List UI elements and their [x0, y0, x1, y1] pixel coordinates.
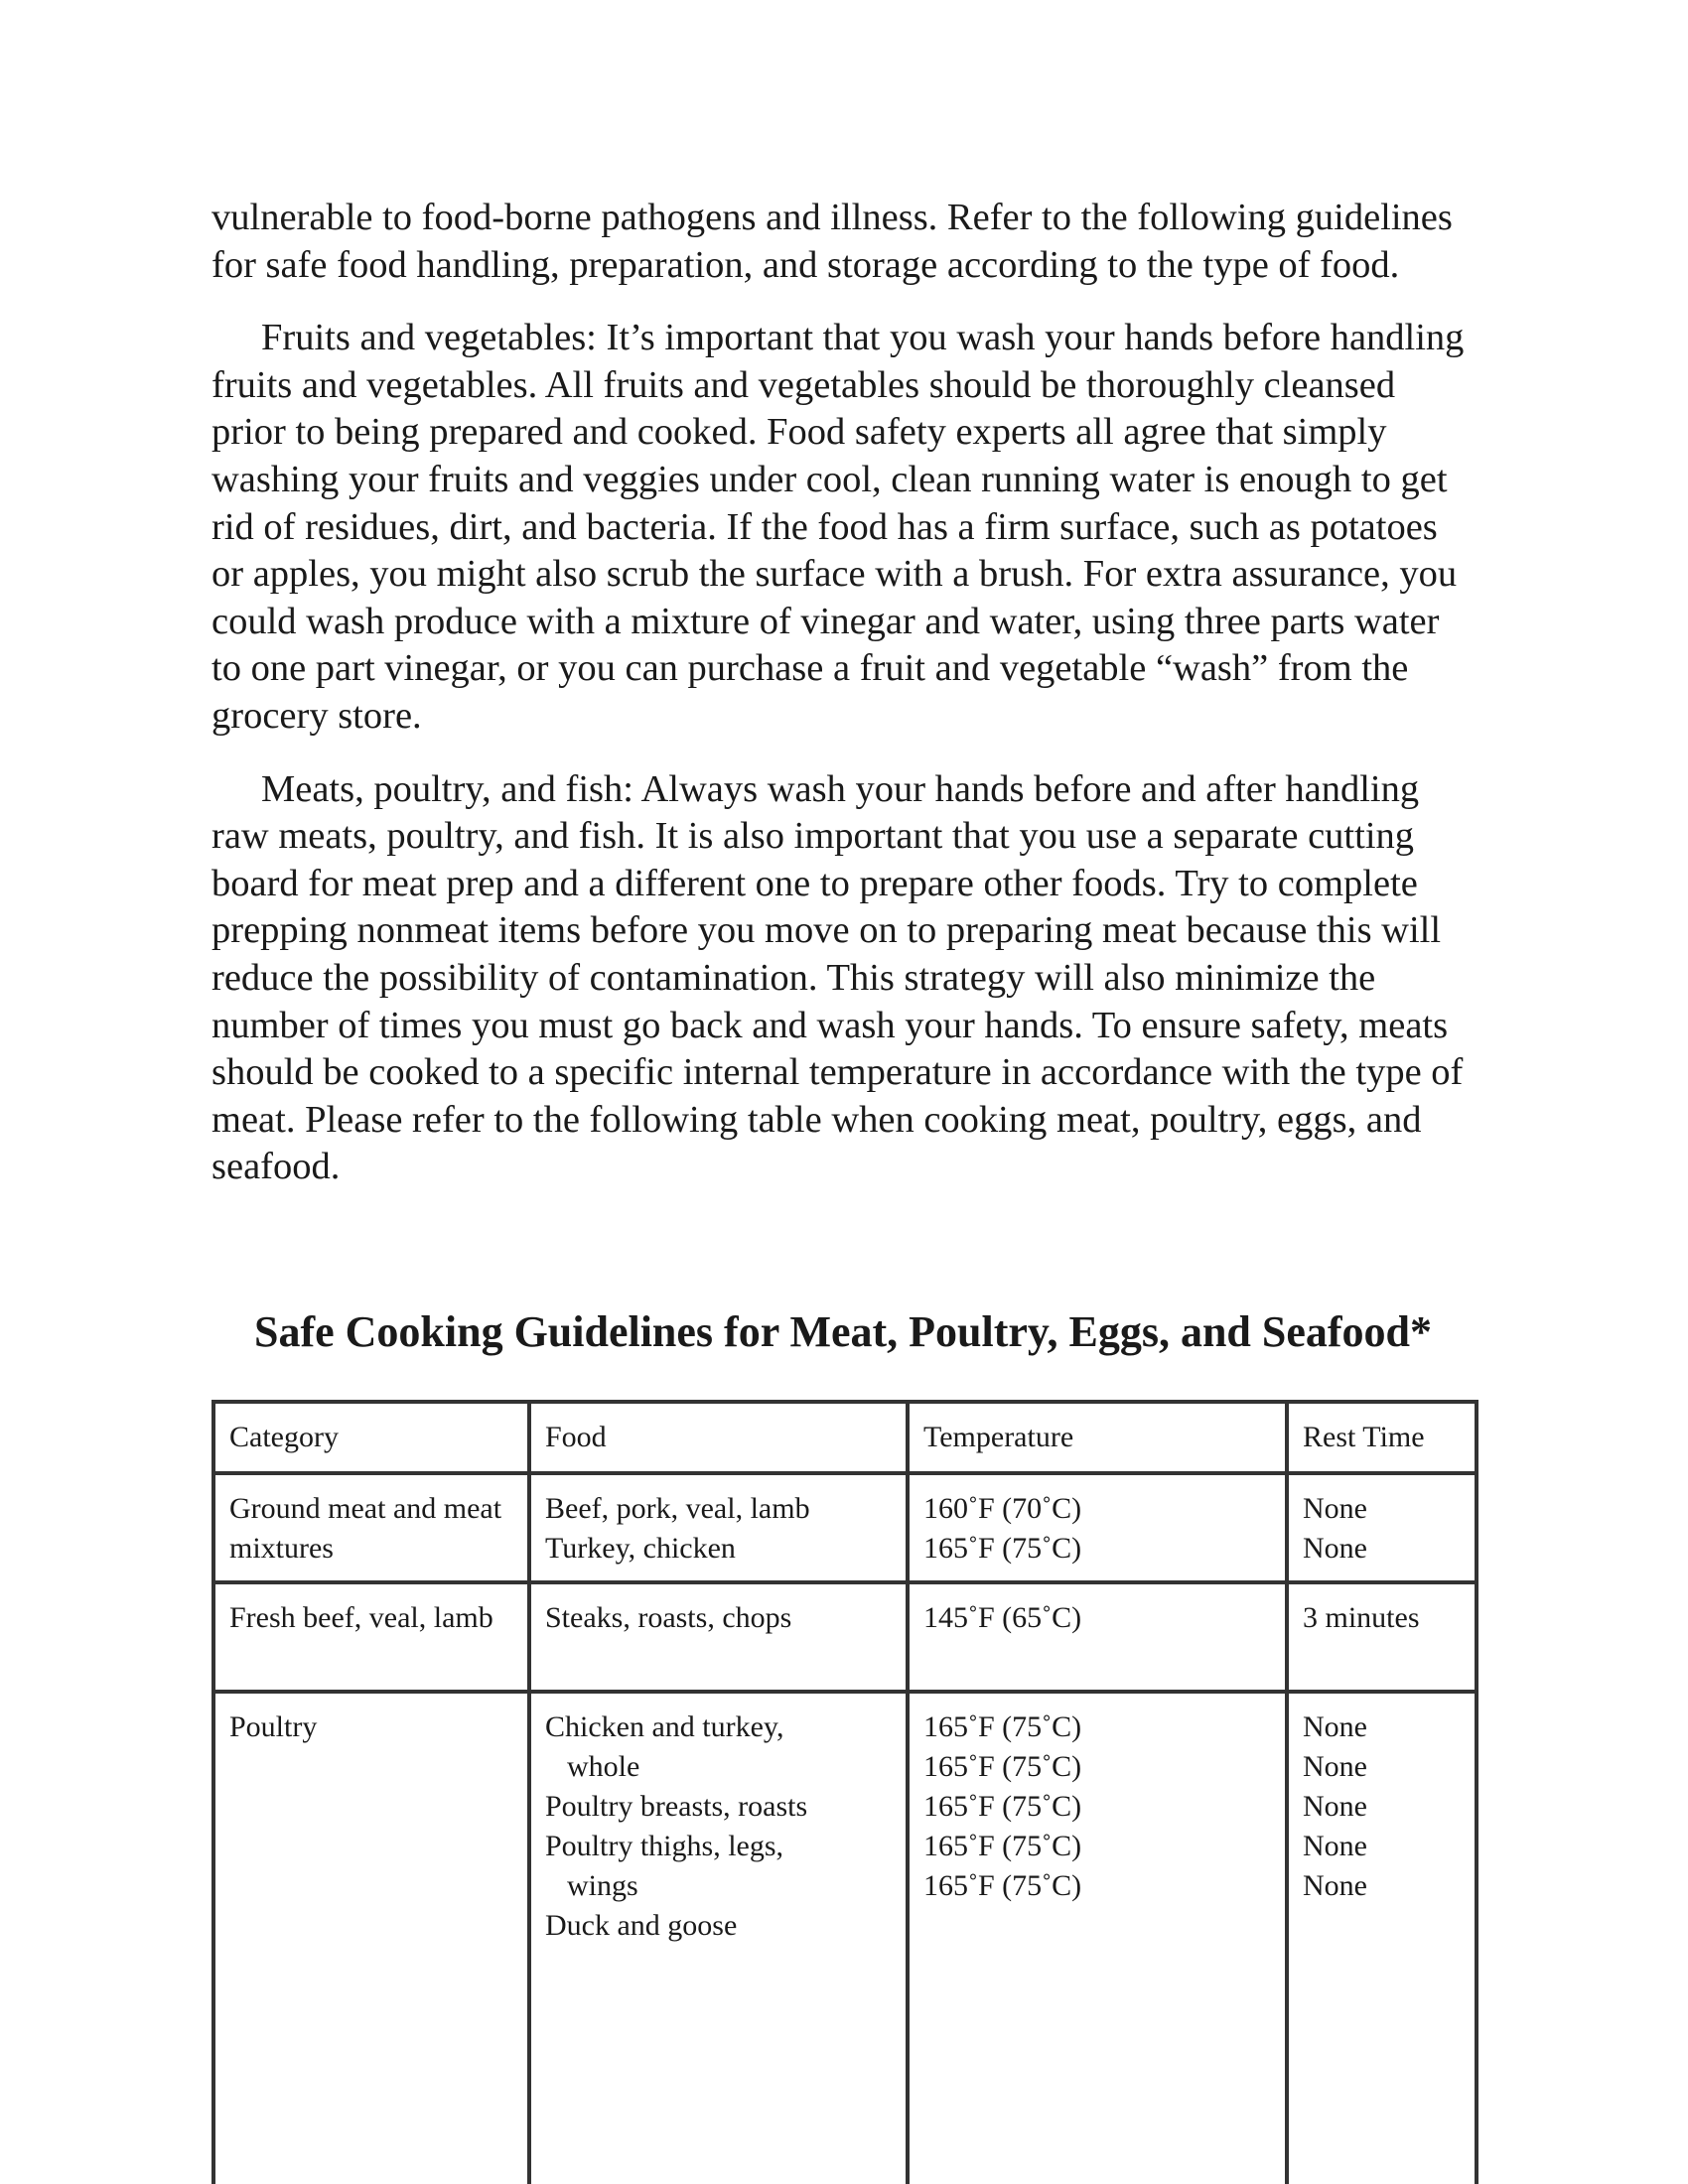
rest-time-line: None — [1303, 1750, 1367, 1783]
temperature-line: 165˚F (75˚C) — [923, 1750, 1082, 1783]
cell-temperature — [908, 1692, 1287, 2184]
rest-time-line: None — [1303, 1830, 1367, 1862]
food-line: Chicken and turkey, — [545, 1710, 784, 1743]
temperature-line: 165˚F (75˚C) — [923, 1710, 1082, 1743]
food-line: Duck and goose — [545, 1909, 738, 1942]
table-title: Safe Cooking Guidelines for Meat, Poultry, Eggs, and Seafood* — [253, 1307, 1433, 1356]
header-category: Category — [213, 1402, 529, 1473]
cell-rest-time — [1287, 1582, 1477, 1692]
rest-time-line: None — [1303, 1869, 1367, 1902]
cell-rest-time — [1287, 1692, 1477, 2184]
food-line: Poultry thighs, legs, — [545, 1830, 784, 1862]
rest-time-line: 3 minutes — [1303, 1601, 1420, 1634]
cell-category: Fresh beef, veal, lamb — [213, 1582, 529, 1692]
table-header-row — [213, 1402, 1477, 1473]
cell-rest-time — [1287, 1473, 1477, 1582]
header-food: Food — [529, 1402, 908, 1473]
document-page — [211, 195, 1475, 1942]
food-line: Beef, pork, veal, lamb — [545, 1492, 810, 1525]
cell-food — [529, 1473, 908, 1582]
cell-category: Ground meat and meat mixtures — [213, 1473, 529, 1582]
table-row — [213, 1582, 1477, 1692]
cell-category: Poultry — [213, 1692, 529, 2184]
temperature-line: 165˚F (75˚C) — [923, 1830, 1082, 1862]
food-line: whole — [567, 1750, 640, 1783]
rest-time-line: None — [1303, 1492, 1367, 1525]
temperature-line: 145˚F (65˚C) — [923, 1601, 1082, 1634]
temperature-line: 165˚F (75˚C) — [923, 1869, 1082, 1902]
safe-cooking-table — [211, 1400, 1478, 2184]
cell-food — [529, 1582, 908, 1692]
header-rest-time: Rest Time — [1287, 1402, 1477, 1473]
food-line: Turkey, chicken — [545, 1532, 736, 1565]
table-row — [213, 1692, 1477, 2184]
food-line: Steaks, roasts, chops — [545, 1601, 792, 1634]
paragraph-fruits-vegetables: Fruits and vegetables: It’s important that you wash your hands before handling fruits and vegetables. All fruits and vegetables should be thoroughly cleansed prior to being prepared and cooked. Food safety experts all agree that simply washing your fruits and veggies under cool, clean running water is enough to get rid of residues, dirt, and bacteria. If the food has a firm surface, such as potatoes or apples, you might also scrub the surface with a brush. For extra assurance, you could wash produce with a mixture of vinegar and water, using three parts water to one part vinegar, or you can purchase a fruit and vegetable “wash” from the grocery store. — [211, 317, 1465, 737]
paragraph-meats-poultry-fish: Meats, poultry, and fish: Always wash your hands before and after handling raw meats, poultry, and fish. It is also important that you use a separate cutting board for meat prep and a different one to prepare other foods. Try to complete prepping nonmeat items before you move on to preparing meat because this will reduce the possibility of contamination. This strategy will also minimize the number of times you must go back and wash your hands. To ensure safety, meats should be cooked to a specific internal temperature in accordance with the type of meat. Please refer to the following table when cooking meat, poultry, eggs, and seafood. — [211, 767, 1464, 1188]
cell-food — [529, 1692, 908, 2184]
table-row — [213, 1473, 1477, 1582]
header-temperature: Temperature — [908, 1402, 1287, 1473]
cell-temperature — [908, 1582, 1287, 1692]
food-line: Poultry breasts, roasts — [545, 1790, 808, 1823]
rest-time-line: None — [1303, 1532, 1367, 1565]
rest-time-line: None — [1303, 1710, 1367, 1743]
temperature-line: 165˚F (75˚C) — [923, 1532, 1082, 1565]
temperature-line: 160˚F (70˚C) — [923, 1492, 1082, 1525]
temperature-line: 165˚F (75˚C) — [923, 1790, 1082, 1823]
cell-temperature — [908, 1473, 1287, 1582]
paragraph-intro: vulnerable to food-borne pathogens and illness. Refer to the following guidelines for safe food handling, preparation, and storage according to the type of food. — [211, 197, 1453, 286]
rest-time-line: None — [1303, 1790, 1367, 1823]
food-line: wings — [567, 1869, 638, 1902]
